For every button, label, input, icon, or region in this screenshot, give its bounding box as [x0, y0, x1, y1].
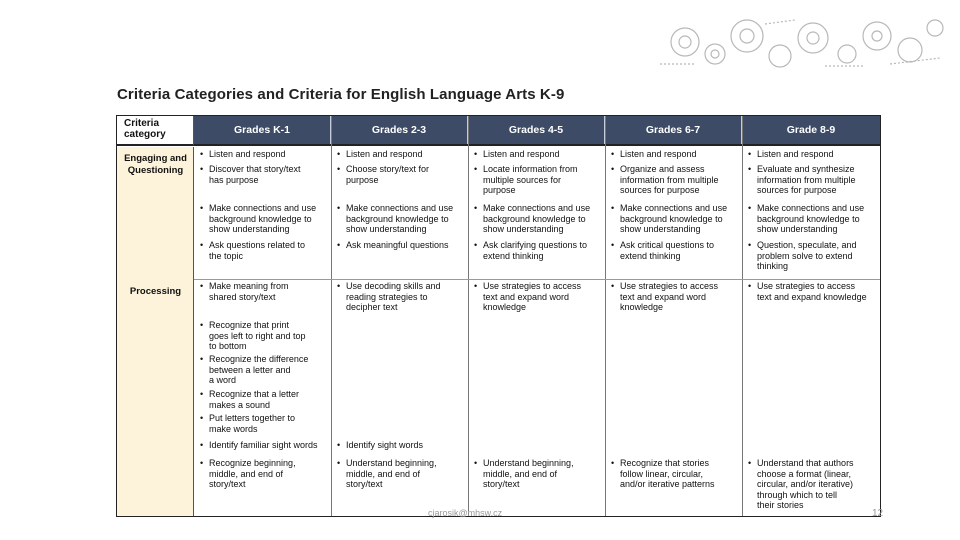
criterion-line: • Question, speculate, and [757, 240, 857, 250]
gear-icon [838, 45, 856, 63]
criterion-item [337, 440, 465, 451]
criterion-item [200, 281, 328, 302]
criterion-item [200, 320, 328, 352]
criterion-item [337, 281, 465, 313]
criterion-item [200, 458, 328, 490]
criterion-line: background knowledge to [346, 213, 449, 224]
criterion-line: make words [209, 423, 258, 434]
criterion-line: decipher text [346, 302, 398, 312]
criterion-line: multiple sources for [483, 174, 562, 185]
criterion-line: • Make connections and use [757, 203, 865, 213]
criterion-line: knowledge [483, 302, 527, 312]
criterion-line: thinking [757, 261, 789, 271]
criterion-item [200, 149, 328, 160]
criterion-line: • Listen and respond [346, 149, 423, 159]
criterion-line: background knowledge to [209, 213, 312, 224]
criterion-line: the topic [209, 250, 244, 261]
criterion-line: goes left to right and top [209, 330, 306, 341]
page-number: 12 [872, 508, 884, 519]
row-divider [194, 279, 880, 280]
criterion-line: • Ask meaningful questions [346, 240, 449, 250]
criterion-line: show understanding [757, 224, 838, 234]
criterion-item [200, 354, 328, 386]
criterion-line: reading strategies to [346, 291, 428, 302]
criterion-line: • Make connections and use [483, 203, 591, 213]
criterion-line: text and expand word [483, 291, 570, 302]
gears-decoration [655, 14, 945, 76]
criterion-item [337, 149, 465, 160]
criterion-line: purpose [346, 174, 379, 185]
criterion-line: background knowledge to [757, 213, 860, 224]
criterion-item [337, 203, 465, 235]
criterion-line: sources for purpose [757, 185, 837, 195]
criterion-item [474, 203, 602, 235]
column-header: Grades K-1 [194, 116, 331, 144]
criterion-item [200, 203, 328, 235]
gear-icon [731, 20, 763, 52]
criterion-line: story/text [483, 479, 520, 489]
criterion-line: • Make connections and use [209, 203, 317, 213]
criterion-line: to bottom [209, 341, 247, 351]
criterion-line: middle, and end of [346, 468, 421, 479]
criterion-line: • Recognize that a letter [209, 389, 300, 399]
criterion-item [748, 458, 878, 511]
category-column [117, 147, 194, 517]
criterion-line: • Listen and respond [620, 149, 697, 159]
criterion-line: • Ask questions related to [209, 240, 306, 250]
column-divider [605, 116, 606, 517]
category-label-line: Questioning [127, 165, 184, 176]
criterion-line: • Recognize the difference [209, 354, 309, 364]
column-header: Grade 8-9 [786, 124, 836, 136]
criterion-line: middle, and end of [209, 468, 284, 479]
grade-header-row [194, 116, 880, 146]
criterion-line: • Listen and respond [483, 149, 560, 159]
criterion-line: extend thinking [620, 250, 681, 261]
criterion-line: circular, and/or iterative) [757, 479, 854, 489]
criterion-line: • Use decoding skills and [346, 281, 441, 291]
criterion-item [611, 164, 739, 196]
criterion-item [611, 203, 739, 235]
criterion-line: through which to tell [757, 489, 838, 500]
category-processing [117, 286, 194, 298]
criterion-line: choose a format (linear, [757, 468, 852, 479]
criterion-item [200, 413, 328, 434]
criterion-item [748, 281, 878, 302]
column-divider [331, 116, 332, 517]
category-label-line: Engaging and [124, 153, 187, 164]
criterion-item [748, 164, 878, 196]
criterion-line: information from multiple [757, 174, 856, 185]
criterion-item [474, 458, 602, 490]
rubric-table [116, 115, 884, 519]
category-label-line: Processing [129, 286, 182, 297]
criterion-line: • Discover that story/text [209, 164, 301, 174]
criterion-line: • Make meaning from [209, 281, 289, 291]
column-divider [468, 116, 469, 517]
criterion-line: follow linear, circular, [620, 468, 704, 479]
criteria-category-header [117, 116, 194, 146]
criterion-line: • Understand beginning, [346, 458, 437, 468]
criterion-line: purpose [483, 185, 516, 195]
criterion-line: and/or iterative patterns [620, 479, 715, 489]
criterion-line: shared story/text [209, 291, 276, 302]
criterion-line: • Use strategies to access [757, 281, 856, 291]
criterion-line: • Use strategies to access [483, 281, 582, 291]
criterion-line: show understanding [620, 224, 701, 234]
criterion-line: • Make connections and use [346, 203, 454, 213]
column-header: Grades 6-7 [605, 116, 742, 144]
criterion-item [474, 164, 602, 196]
gear-icon [769, 45, 791, 67]
criterion-line: • Use strategies to access [620, 281, 719, 291]
criterion-line: • Understand that authors [757, 458, 854, 468]
footer-email: cjarosik@mhsw.cz [428, 508, 503, 518]
criterion-line: background knowledge to [620, 213, 723, 224]
criterion-line: • Make connections and use [620, 203, 728, 213]
criterion-item [200, 164, 328, 185]
criterion-item [337, 458, 465, 490]
criterion-line: • Recognize that print [209, 320, 290, 330]
criterion-item [474, 281, 602, 313]
criterion-line: text and expand knowledge [757, 291, 867, 302]
criterion-line: • Locate information from [483, 164, 578, 174]
criterion-line: show understanding [209, 224, 290, 234]
criterion-line: • Listen and respond [209, 149, 286, 159]
criterion-item [474, 240, 602, 261]
column-header: Grades 2-3 [331, 116, 468, 144]
criterion-line: knowledge [620, 302, 664, 312]
gear-icon [798, 23, 828, 53]
criterion-line: • Ask clarifying questions to [483, 240, 588, 250]
column-divider [742, 116, 743, 517]
criterion-item [200, 389, 328, 410]
criterion-item [611, 240, 739, 261]
criterion-line: their stories [757, 500, 804, 510]
criterion-line: • Identify sight words [346, 440, 424, 450]
criterion-line: problem solve to extend [757, 250, 853, 261]
criterion-line: • Put letters together to [209, 413, 296, 423]
criterion-line: has purpose [209, 174, 259, 185]
gear-icon [705, 44, 725, 64]
criterion-item [748, 240, 878, 272]
criterion-line: middle, and end of [483, 468, 558, 479]
gear-icon [898, 38, 922, 62]
slide-title: Criteria Categories and Criteria for English Language Arts K-9 [117, 86, 565, 103]
criterion-item [748, 203, 878, 235]
criterion-item [337, 164, 465, 185]
criterion-item [474, 149, 602, 160]
criterion-item [200, 440, 328, 451]
criterion-line: a word [209, 375, 237, 385]
criterion-line: • Choose story/text for [346, 164, 430, 174]
criterion-line: • Organize and assess [620, 164, 705, 174]
criterion-line: • Recognize beginning, [209, 458, 296, 468]
criterion-line: story/text [346, 479, 383, 489]
criterion-line: sources for purpose [620, 185, 700, 195]
criterion-item [611, 458, 739, 490]
criterion-line: • Recognize that stories [620, 458, 710, 468]
criterion-line: story/text [209, 479, 246, 489]
gear-icon [927, 20, 943, 36]
criterion-item [748, 149, 878, 160]
criterion-line: extend thinking [483, 250, 544, 261]
criterion-line: show understanding [483, 224, 564, 234]
criterion-item [200, 240, 328, 261]
criterion-line: makes a sound [209, 399, 271, 410]
criterion-line: show understanding [346, 224, 427, 234]
column-header: Grades 4-5 [468, 116, 605, 144]
corner-label-line: category [124, 129, 166, 140]
criterion-line: • Understand beginning, [483, 458, 574, 468]
criterion-line: • Listen and respond [757, 149, 834, 159]
criterion-item [611, 149, 739, 160]
criterion-item [611, 281, 739, 313]
criterion-line: text and expand word [620, 291, 707, 302]
corner-label-line: Criteria [124, 118, 160, 129]
criterion-item [337, 240, 465, 251]
criterion-line: information from multiple [620, 174, 719, 185]
criterion-line: • Identify familiar sight words [209, 440, 318, 450]
gear-icon [863, 22, 891, 50]
criterion-line: • Evaluate and synthesize [757, 164, 855, 174]
criterion-line: between a letter and [209, 364, 291, 375]
category-engaging-questioning [117, 153, 194, 177]
gear-icon [671, 28, 699, 56]
criterion-line: background knowledge to [483, 213, 586, 224]
criterion-line: • Ask critical questions to [620, 240, 715, 250]
